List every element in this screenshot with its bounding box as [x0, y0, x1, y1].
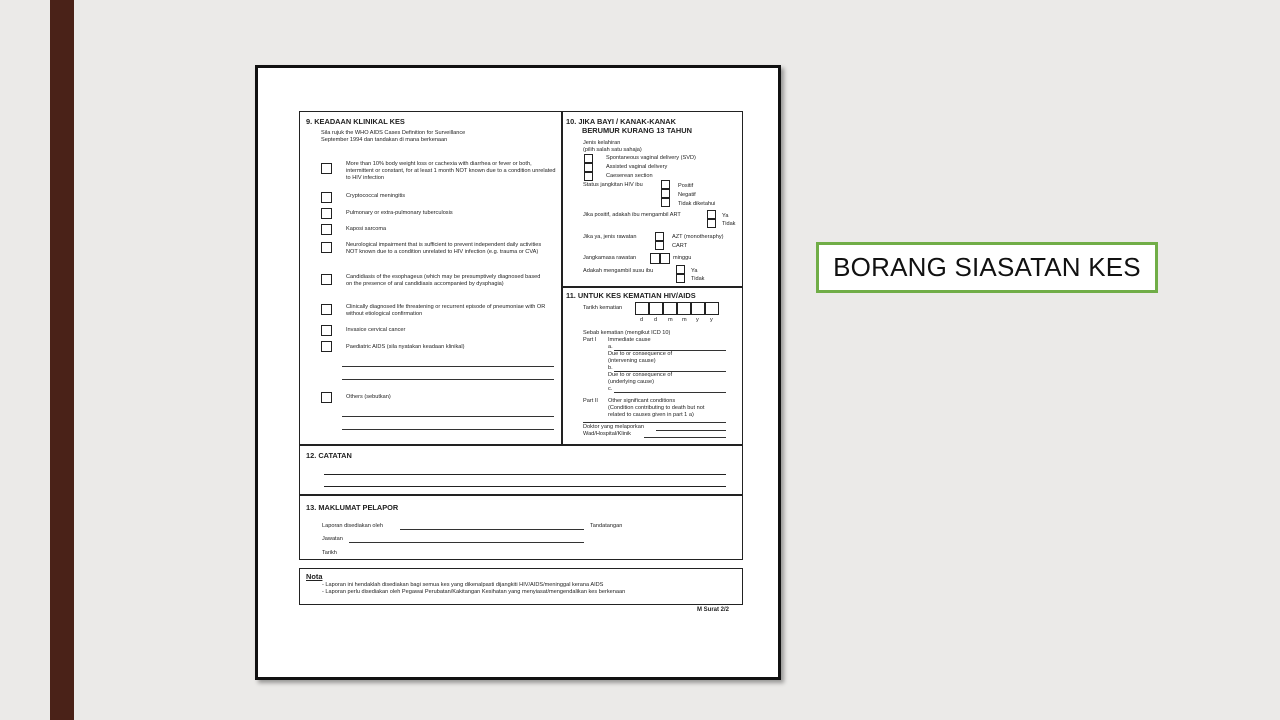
checkbox-art-ya[interactable]	[707, 210, 716, 219]
jangkamasa-box-1[interactable]	[650, 253, 660, 264]
part-1-label: Part I	[583, 337, 597, 343]
cause-b: b.	[608, 365, 613, 371]
cause-c: c.	[608, 386, 613, 392]
wad-line	[644, 437, 726, 438]
checkbox-kaposi[interactable]	[321, 224, 332, 235]
scanned-form-image	[255, 65, 781, 680]
date-letter-d1: d	[640, 317, 644, 323]
cause-c-line	[614, 392, 726, 393]
date-box-3[interactable]	[663, 302, 677, 315]
item-weight-loss: More than 10% body weight loss or cachexia with diarrhea or fever or both, intermittent or constant, for at least 1 month NOT known due to a condition unrelated to HIV infection	[346, 161, 556, 181]
laporan-label: Laporan disediakan oleh	[322, 523, 383, 529]
status-hiv-label: Status jangkitan HIV ibu	[583, 182, 643, 188]
paediatric-line-2	[342, 379, 554, 380]
catatan-line-2	[324, 486, 726, 487]
date-box-6[interactable]	[705, 302, 719, 315]
item-candidiasis: Candidiasis of the esophageus (which may be presumptively diagnosed based on the presence of aral candidiasis accompanied by dysphagia)	[346, 274, 541, 287]
slide-title-box	[816, 242, 1158, 293]
item-tuberculosis: Pulmonary or extra-pulmonary tuberculosis	[346, 210, 453, 216]
catatan-line-1	[324, 474, 726, 475]
item-cervical: Invasice cervical cancer	[346, 327, 406, 333]
checkbox-positif[interactable]	[661, 180, 670, 189]
form-page	[258, 68, 778, 677]
slide-title: BORANG SIASATAN KES	[833, 252, 1141, 282]
tandatangan-label: Tandatangan	[590, 523, 623, 529]
date-letter-m2: m	[682, 317, 687, 323]
checkbox-pneumoniae[interactable]	[321, 304, 332, 315]
immediate-cause: Immediate cause	[608, 337, 651, 343]
checkbox-others[interactable]	[321, 392, 332, 403]
checkbox-weight-loss[interactable]	[321, 163, 332, 174]
checkbox-susu-ya[interactable]	[676, 265, 685, 274]
checkbox-paediatric[interactable]	[321, 341, 332, 352]
date-letter-m1: m	[668, 317, 673, 323]
rawatan-cart: CART	[672, 243, 688, 249]
susu-ya: Ya	[691, 268, 698, 274]
delivery-caeserean: Caeserean section	[606, 173, 653, 179]
rawatan-label: Jika ya, jenis rawatan	[583, 234, 637, 240]
underlying-cause: (underlying cause)	[608, 379, 655, 385]
checkbox-cryptococcal[interactable]	[321, 192, 332, 203]
section-12-heading: 12. CATATAN	[306, 451, 352, 460]
other-conditions-1: Other significant conditions	[608, 398, 676, 404]
section-13-heading: 13. MAKLUMAT PELAPOR	[306, 503, 399, 512]
divider-10-11	[561, 286, 742, 288]
checkbox-candidiasis[interactable]	[321, 274, 332, 285]
item-paediatric: Paediatric AIDS (sila nyatakan keadaan klinikal)	[346, 344, 465, 350]
date-letter-y1: y	[696, 317, 699, 323]
item-cryptococcal: Cryptococcal meningitis	[346, 193, 406, 199]
accent-side-bar	[50, 0, 74, 720]
tarikh-kematian-label: Tarikh kematian	[583, 305, 623, 311]
checkbox-tuberculosis[interactable]	[321, 208, 332, 219]
date-letter-y2: y	[710, 317, 713, 323]
checkbox-azt[interactable]	[655, 232, 664, 241]
rawatan-azt: AZT (monotheraphy)	[672, 234, 724, 240]
date-box-4[interactable]	[677, 302, 691, 315]
checkbox-tidak-diketahui[interactable]	[661, 198, 670, 207]
part-2-label: Part II	[583, 398, 598, 404]
art-label: Jika positif, adakah ibu mengambil ART	[583, 212, 681, 218]
section-9-heading: 9. KEADAAN KLINIKAL KES	[306, 117, 405, 126]
vertical-divider	[561, 111, 563, 444]
section-9-intro-2: September 1994 dan tandakan di mana berkenaan	[321, 137, 448, 143]
art-ya: Ya	[722, 213, 729, 219]
paediatric-line-1	[342, 366, 554, 367]
doktor-line	[656, 430, 726, 431]
jawatan-line	[349, 542, 584, 543]
date-letter-d2: d	[654, 317, 658, 323]
status-tidak-diketahui: Tidak diketahui	[678, 201, 716, 207]
checkbox-negatif[interactable]	[661, 189, 670, 198]
delivery-svd: Spontaneous vaginal delivery (SVD)	[606, 155, 696, 161]
tarikh-label: Tarikh	[322, 550, 337, 556]
section-9-intro-1: Sila rujuk the WHO AIDS Cases Definition for Surveillance	[321, 130, 466, 136]
laporan-line	[400, 529, 584, 530]
due-to-2: Due to or consequence of	[608, 372, 673, 378]
delivery-assisted: Assisted vaginal delivery	[606, 164, 668, 170]
other-conditions-2: (Condition contributing to death but not	[608, 405, 705, 411]
item-neurological: Neurological impairment that is sufficient to prevent independent daily activities NOT known due to a condition unrelated to HIV infection (e.g. trauma or CVA)	[346, 242, 542, 255]
date-box-1[interactable]	[635, 302, 649, 315]
others-line-2	[342, 429, 554, 430]
jawatan-label: Jawatan	[322, 536, 343, 542]
minggu-label: minggu	[673, 255, 692, 261]
doktor-label: Doktor yang melaporkan	[583, 424, 644, 430]
date-box-2[interactable]	[649, 302, 663, 315]
section-11-heading: 11. UNTUK KES KEMATIAN HIV/AIDS	[566, 291, 696, 300]
checkbox-svd[interactable]	[584, 154, 593, 163]
divider-12-13	[299, 494, 742, 496]
date-box-5[interactable]	[691, 302, 705, 315]
checkbox-assisted[interactable]	[584, 163, 593, 172]
nota-line-2: - Laporan perlu disediakan oleh Pegawai Perubatan/Kakitangan Kesihatan yang menyiasat/mengendalikan kes berkenaan	[322, 589, 626, 595]
sebab-kematian-label: Sebab kematian (mengikut ICD 10)	[583, 330, 671, 336]
jenis-kelahiran-label: Jenis kelahiran	[583, 140, 621, 146]
section-10-heading-1: 10. JIKA BAYI / KANAK-KANAK	[566, 117, 676, 126]
status-positif: Positif	[678, 183, 694, 189]
item-pneumoniae: Clinically diagnosed life threatening or recurrent episode of pneumoniae with OR without etiological confirmation	[346, 304, 546, 317]
others-line-1	[342, 416, 554, 417]
susu-label: Adakah mengambil susu ibu	[583, 268, 654, 274]
nota-heading: Nota	[306, 572, 323, 581]
item-kaposi: Kaposi sarcoma	[346, 226, 387, 232]
intervening-cause: (intervening cause)	[608, 358, 656, 364]
cause-a: a.	[608, 344, 613, 350]
section-10-heading-2: BERUMUR KURANG 13 TAHUN	[582, 126, 692, 135]
art-tidak: Tidak	[722, 221, 736, 227]
item-others: Others (sebutkan)	[346, 394, 391, 400]
wad-label: Wad/Hospital/Klinik	[583, 431, 631, 437]
checkbox-art-tidak[interactable]	[707, 219, 716, 228]
jangkamasa-label: Jangkamasa rawatan	[583, 255, 637, 261]
nota-line-1: - Laporan ini hendaklah disediakan bagi semua kes yang dikenalpasti dijangkiti HIV/AIDS/meninggal kerana AIDS	[322, 582, 604, 588]
checkbox-caeserean[interactable]	[584, 172, 593, 181]
jangkamasa-box-2[interactable]	[660, 253, 670, 264]
jenis-kelahiran-note: (pilih salah satu sahaja)	[583, 147, 642, 153]
status-negatif: Negatif	[678, 192, 696, 198]
checkbox-susu-tidak[interactable]	[676, 274, 685, 283]
checkbox-cervical[interactable]	[321, 325, 332, 336]
other-conditions-3: related to causes given in part 1 a)	[608, 412, 694, 418]
susu-tidak: Tidak	[691, 276, 705, 282]
form-footer-code: M Surat 2/2	[697, 607, 730, 613]
checkbox-cart[interactable]	[655, 241, 664, 250]
due-to-1: Due to or consequence of	[608, 351, 673, 357]
divider-9-12	[299, 444, 742, 446]
other-conditions-line	[583, 422, 726, 423]
checkbox-neurological[interactable]	[321, 242, 332, 253]
